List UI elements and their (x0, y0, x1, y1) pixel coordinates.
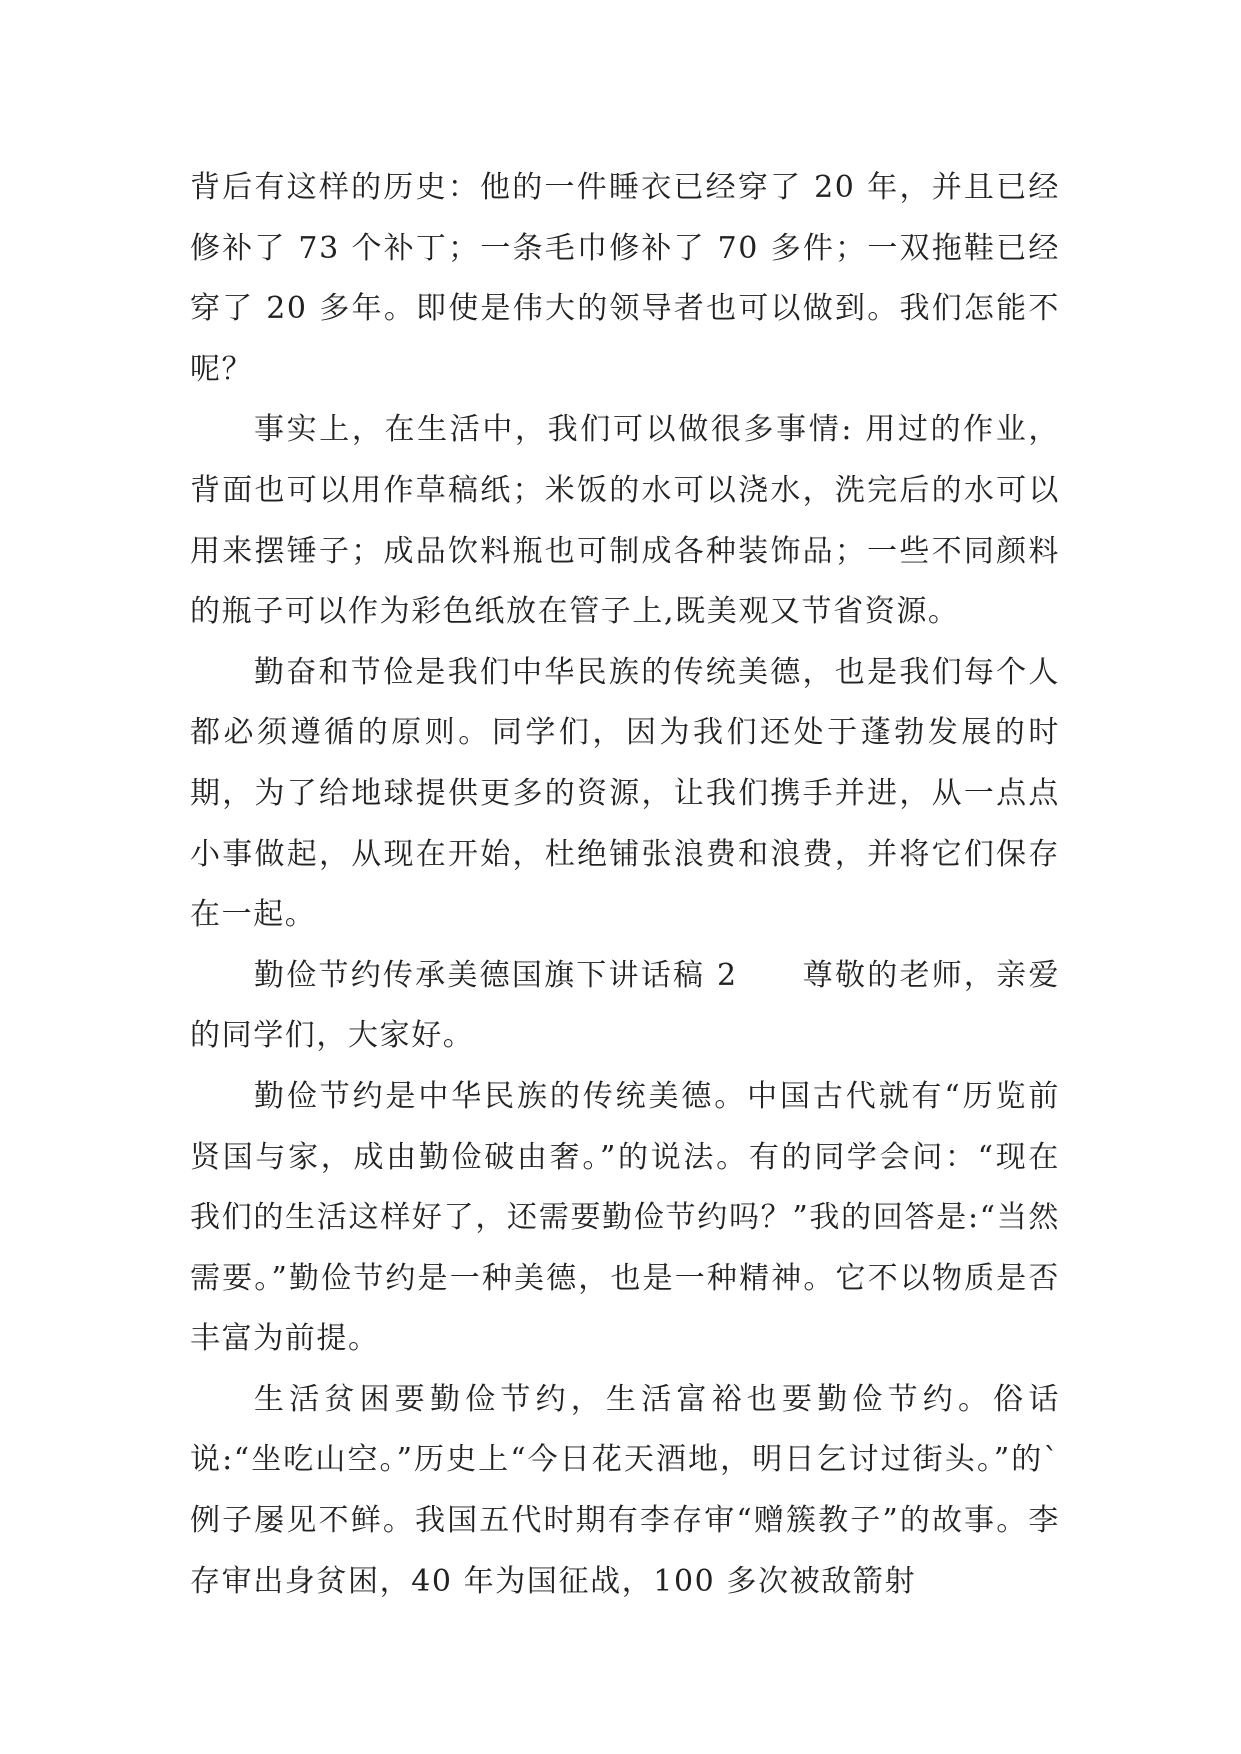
paragraph-3: 勤奋和节俭是我们中华民族的传统美德，也是我们每个人都必须遵循的原则。同学们，因为我们还处于蓬勃发展的时期，为了给地球提供更多的资源，让我们携手并进，从一点点小事做起，从现在开始，杜绝铺张浪费和浪费，并将它们保存在一起。 (190, 654, 1060, 933)
document-body (190, 158, 1060, 1612)
paragraph-2: 事实上，在生活中，我们可以做很多事情: 用过的作业，背面也可以用作草稿纸；米饭的水可以浇水，洗完后的水可以用来摆锤子；成品饮料瓶也可制成各种装饰品；一些不同颜料的瓶子可以作为彩色纸放在管子上,既美观又节省资源。 (190, 412, 1060, 630)
paragraph-6: 生活贫困要勤俭节约，生活富裕也要勤俭节约。俗话说:“坐吃山空。”历史上“今日花天酒地，明日乞讨过街头。”的`例子屡见不鲜。我国五代时期有李存审“赠簇教子”的故事。李存审出身贫困，40 年为国征战，100 多次被敌箭射 (190, 1381, 1060, 1599)
paragraph-4: 勤俭节约传承美德国旗下讲话稿 2 尊敬的老师，亲爱的同学们，大家好。 (190, 957, 1060, 1054)
paragraph-5: 勤俭节约是中华民族的传统美德。中国古代就有“历览前贤国与家，成由勤俭破由奢。”的说法。有的同学会问：“现在我们的生活这样好了，还需要勤俭节约吗？”我的回答是:“当然需要。”勤俭节约是一种美德，也是一种精神。它不以物质是否丰富为前提。 (190, 1078, 1060, 1357)
paragraph-1: 背后有这样的历史：他的一件睡衣已经穿了 20 年，并且已经修补了 73 个补丁；一条毛巾修补了 70 多件；一双拖鞋已经穿了 20 多年。即使是伟大的领导者也可以做到。我们怎能不呢？ (190, 170, 1060, 387)
